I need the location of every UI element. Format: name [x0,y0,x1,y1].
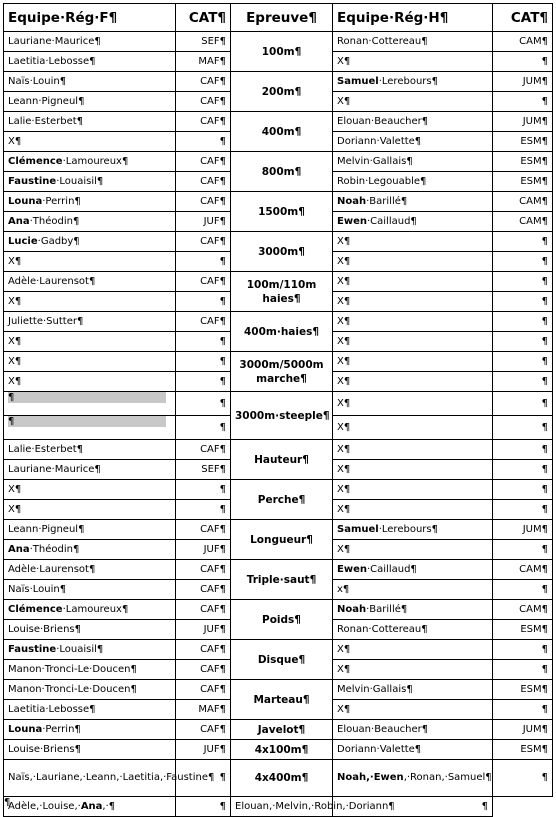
cat-h-cell: ESM¶ [493,680,553,700]
team-f-cell [4,700,176,720]
team-f-cell [4,460,176,480]
h-name-text: X¶ [337,295,351,307]
h-name-text: X¶ [337,543,351,555]
team-f-cell [4,392,176,416]
team-h-cell [333,600,493,620]
team-h-cell [333,520,493,540]
f-name-bold: Faustine [8,175,57,187]
team-h-cell [333,740,493,760]
f-name-text: Manon·Tronci-Le·Doucen¶ [8,663,137,675]
event-cell: 100m/110m haies¶ [231,272,333,312]
team-f-cell [4,740,176,760]
cat-h-cell: ¶ [493,760,553,797]
f-name-text: ·Gadby¶ [37,235,80,247]
cat-h-cell: JUM¶ [493,720,553,740]
team-h-cell [333,92,493,112]
team-h-cell [333,392,493,416]
cat-h-cell: ¶ [493,700,553,720]
team-f-cell [4,720,176,740]
f-name-bold: Ana [8,543,30,555]
team-f-cell [4,560,176,580]
team-f-cell [4,620,176,640]
team-f-cell [4,580,176,600]
f-name-text: Juliette·Sutter¶ [8,315,84,327]
team-h-cell [333,500,493,520]
cat-h-cell: ¶ [493,480,553,500]
team-h-cell [333,480,493,500]
team-h-cell [333,312,493,332]
f-name-text: X¶ [8,355,22,367]
f-name-text: ¶ [8,416,15,427]
cat-f-cell: CAF¶ [176,232,231,252]
h-name-text: Elouan·Beaucher¶ [337,723,429,735]
team-h-cell [333,660,493,680]
cat-f-cell: CAF¶ [176,680,231,700]
h-name-bold: Noah [337,603,367,615]
h-name-text: X¶ [337,443,351,455]
highlight-placeholder [8,392,166,403]
cat-f-cell: SEF¶ [176,460,231,480]
team-f-cell [4,660,176,680]
f-name-text: X¶ [8,255,22,267]
h-name-text: X¶ [337,375,351,387]
f-name-text: X¶ [8,135,22,147]
h-name-text: ·Lerebours¶ [378,523,438,535]
h-name-text: ·Caillaud¶ [366,215,417,227]
table-row [4,352,553,372]
team-f-cell [4,252,176,272]
f-name-text: Naïs,·Lauriane,·Leann,·Laetitia,·Faustine¶ [8,772,215,783]
table-row [4,152,553,172]
h-name-text: Ronan·Cottereau¶ [337,35,428,47]
table-row [4,560,553,580]
event-cell: Javelot¶ [231,720,333,740]
team-h-cell [333,52,493,72]
h-name-text: Ronan·Cottereau¶ [337,623,428,635]
f-name-text: Lalie·Esterbet¶ [8,115,84,127]
f-name-text: Lauriane·Maurice¶ [8,463,101,475]
cat-f-cell: ¶ [176,252,231,272]
cat-h-cell: ESM¶ [493,172,553,192]
f-name-text: ·Théodin¶ [29,215,80,227]
table-row [4,480,553,500]
f-name-text: Laetitia·Lebosse¶ [8,703,96,715]
h-name-text: Elouan,·Melvin,·Robin,·Doriann¶ [235,800,395,812]
h-name-text: ·Barillé¶ [366,195,408,207]
cat-h-cell: ¶ [493,440,553,460]
table-row [4,640,553,660]
cat-h-cell: ¶ [493,540,553,560]
team-h-cell [333,760,493,797]
team-f-cell [4,32,176,52]
h-name-text: Doriann·Valette¶ [337,743,422,755]
cat-h-cell: ¶ [493,640,553,660]
event-cell: 4x100m¶ [231,740,333,760]
event-cell: 3000m·steeple¶ [231,392,333,440]
team-f-cell [4,52,176,72]
team-f-cell [4,797,176,817]
f-name-text: X¶ [8,295,22,307]
cat-h-cell: ¶ [333,797,493,817]
cat-f-cell: ¶ [176,797,231,817]
h-name-bold: Noah [337,195,367,207]
f-name-text: X¶ [8,503,22,515]
event-cell: 100m¶ [231,32,333,72]
table-row [4,72,553,92]
f-name-bold: Lucie [8,235,38,247]
team-h-cell [333,372,493,392]
cat-f-cell: CAF¶ [176,720,231,740]
table-row [4,740,553,760]
f-name-bold: Louna [8,723,43,735]
cat-h-cell: ¶ [493,312,553,332]
cat-h-cell: CAM¶ [493,32,553,52]
f-name-text: Laetitia·Lebosse¶ [8,55,96,67]
f-name-bold: Louna [8,195,43,207]
h-name-bold: Samuel [337,75,379,87]
cat-f-cell: CAF¶ [176,312,231,332]
h-name-text: Melvin·Gallais¶ [337,155,413,167]
f-name-text: Lauriane·Maurice¶ [8,35,101,47]
f-name-bold: Clémence [8,155,63,167]
team-h-cell [333,132,493,152]
h-name-bold: Samuel [337,523,379,535]
table-row [4,232,553,252]
table-row [4,520,553,540]
table-body [4,32,553,817]
team-f-cell [4,600,176,620]
h-name-text: X¶ [337,315,351,327]
cat-h-cell: ESM¶ [493,152,553,172]
cat-f-cell: CAF¶ [176,560,231,580]
table-row [4,600,553,620]
cat-f-cell: ¶ [176,480,231,500]
f-name-text: Louise·Briens¶ [8,743,81,755]
h-name-text: X¶ [337,397,351,409]
f-name-text: Adèle·Laurensot¶ [8,275,96,287]
cat-h-cell: ESM¶ [493,740,553,760]
event-cell: Perche¶ [231,480,333,520]
cat-h-cell: CAM¶ [493,192,553,212]
team-h-cell [231,797,395,817]
table-row [4,392,553,416]
f-name-text: ·Lamoureux¶ [62,155,129,167]
f-name-text: X¶ [8,483,22,495]
cat-f-cell: ¶ [176,372,231,392]
event-cell: Triple·saut¶ [231,560,333,600]
f-name-text: ·Perrin¶ [42,195,81,207]
table-row [4,112,553,132]
cat-h-cell: ¶ [493,460,553,480]
f-name-text: Adèle,·Louise,· [8,800,81,812]
f-name-text: Lalie·Esterbet¶ [8,443,84,455]
team-h-cell [333,112,493,132]
cat-h-cell: ¶ [493,416,553,440]
team-f-cell [4,540,176,560]
cat-f-cell: JUF¶ [176,540,231,560]
table-row [4,192,553,212]
team-f-cell [4,480,176,500]
team-h-cell [333,560,493,580]
h-name-text: ·Barillé¶ [366,603,408,615]
team-h-cell [333,332,493,352]
team-f-cell [4,92,176,112]
team-h-cell [333,440,493,460]
f-name-text: X¶ [8,375,22,387]
event-cell: 3000m¶ [231,232,333,272]
cat-h-cell: ¶ [493,292,553,312]
h-name-bold: Ewen [337,215,367,227]
team-f-cell [4,760,215,797]
cat-h-cell: JUM¶ [493,520,553,540]
table-row [4,760,553,797]
team-h-cell [333,152,493,172]
f-name-text: Naïs·Louin¶ [8,75,67,87]
h-name-text: Elouan·Beaucher¶ [337,115,429,127]
team-f-cell [4,112,176,132]
team-h-cell [333,72,493,92]
table-row [4,797,553,817]
team-h-cell [333,720,493,740]
h-name-text: X¶ [337,483,351,495]
cat-h-cell: ¶ [493,252,553,272]
f-name-bold: Faustine [8,643,57,655]
team-f-cell [4,72,176,92]
cat-h-cell: ESM¶ [493,620,553,640]
cat-h-cell: JUM¶ [493,72,553,92]
h-name-text: X¶ [337,503,351,515]
f-name-text: ·Louaisil¶ [56,175,104,187]
f-name-text: X¶ [8,335,22,347]
cat-h-cell: ¶ [493,332,553,352]
f-name-text: Leann·Pigneul¶ [8,95,85,107]
cat-f-cell: ¶ [176,416,231,440]
f-name-text: ·Théodin¶ [29,543,80,555]
f-name-text: Louise·Briens¶ [8,623,81,635]
team-h-cell [333,680,493,700]
h-name-text: X¶ [337,275,351,287]
cat-h-cell: ¶ [493,352,553,372]
team-h-cell [333,620,493,640]
cat-h-cell: CAM¶ [493,212,553,232]
event-cell: 4x400m¶ [231,760,333,797]
f-name-bold: Ana [80,800,103,812]
team-f-cell [4,312,176,332]
f-name-text: Adèle·Laurensot¶ [8,563,96,575]
f-name-text: ·Louaisil¶ [56,643,104,655]
team-f-cell [4,500,176,520]
cat-f-cell: ¶ [176,500,231,520]
table-row [4,440,553,460]
highlight-placeholder [8,416,166,427]
h-name-text: Melvin·Gallais¶ [337,683,413,695]
cat-f-cell: CAF¶ [176,440,231,460]
h-name-text: X¶ [337,643,351,655]
team-f-cell [4,192,176,212]
h-name-text: ,·Ronan,·Samuel¶ [403,772,492,783]
cat-f-cell: ¶ [176,332,231,352]
header-team-h: Equipe·Rég·H¶ [333,4,493,32]
table-row [4,680,553,700]
team-h-cell [333,212,493,232]
team-f-cell [4,132,176,152]
team-f-cell [4,272,176,292]
cat-f-cell: ¶ [176,352,231,372]
team-f-cell [4,520,176,540]
event-cell: 400m·haies¶ [231,312,333,352]
event-cell: 3000m/5000m marche¶ [231,352,333,392]
cat-f-cell: CAF¶ [176,580,231,600]
h-name-text: Robin·Legouable¶ [337,175,427,187]
cat-f-cell: CAF¶ [176,272,231,292]
team-h-cell [333,252,493,272]
h-name-text: Doriann·Valette¶ [337,135,422,147]
team-f-cell [4,332,176,352]
cat-f-cell: CAF¶ [176,72,231,92]
team-f-cell [4,372,176,392]
cat-f-cell: ¶ [176,292,231,312]
team-f-cell [4,680,176,700]
f-name-text: Naïs·Louin¶ [8,583,67,595]
h-name-text: X¶ [337,255,351,267]
team-h-cell [333,192,493,212]
team-h-cell [333,172,493,192]
team-h-cell [333,460,493,480]
relay-team-table [3,3,553,817]
cat-f-cell: CAF¶ [176,152,231,172]
event-cell: 400m¶ [231,112,333,152]
cat-h-cell: ¶ [493,372,553,392]
cat-f-cell: ¶ [176,392,231,416]
team-h-cell [333,32,493,52]
cat-f-cell: CAF¶ [176,640,231,660]
event-cell: Disque¶ [231,640,333,680]
cat-f-cell: MAF¶ [176,700,231,720]
header-cat-f: CAT¶ [176,4,231,32]
event-cell: 800m¶ [231,152,333,192]
h-name-text: X¶ [337,55,351,67]
cat-f-cell: MAF¶ [176,52,231,72]
f-name-text: Leann·Pigneul¶ [8,523,85,535]
team-h-cell [333,272,493,292]
header-row [4,4,553,32]
cat-h-cell: CAM¶ [493,600,553,620]
h-name-bold: Noah,·Ewen [337,772,404,783]
header-event: Epreuve¶ [231,4,333,32]
team-f-cell [4,172,176,192]
team-h-cell [333,416,493,440]
team-h-cell [333,580,493,600]
cat-f-cell: CAF¶ [176,192,231,212]
h-name-text: X¶ [337,463,351,475]
event-cell: Hauteur¶ [231,440,333,480]
h-name-text: ·Caillaud¶ [366,563,417,575]
team-f-cell [4,640,176,660]
h-name-text: ·Lerebours¶ [378,75,438,87]
cat-f-cell: JUF¶ [176,620,231,640]
h-name-text: x¶ [337,583,350,595]
team-h-cell [333,292,493,312]
cat-h-cell: ¶ [493,272,553,292]
cat-f-cell: CAF¶ [176,112,231,132]
team-f-cell [4,232,176,252]
event-cell: 1500m¶ [231,192,333,232]
header-team-f: Equipe·Rég·F¶ [4,4,176,32]
cat-f-cell: SEF¶ [176,32,231,52]
cat-f-cell: ¶ [176,760,231,797]
cat-h-cell: ¶ [493,232,553,252]
h-name-text: X¶ [337,235,351,247]
team-h-cell [333,540,493,560]
h-name-text: X¶ [337,95,351,107]
event-cell: Longueur¶ [231,520,333,560]
h-name-text: X¶ [337,703,351,715]
cat-h-cell: ESM¶ [493,132,553,152]
cat-f-cell: CAF¶ [176,520,231,540]
cat-h-cell: ¶ [493,660,553,680]
team-h-cell [333,640,493,660]
h-name-text: X¶ [337,421,351,433]
table-row [4,312,553,332]
cat-f-cell: CAF¶ [176,600,231,620]
cat-f-cell: CAF¶ [176,92,231,112]
table-row [4,720,553,740]
team-f-cell [4,212,176,232]
f-name-text: ·Lamoureux¶ [62,603,129,615]
table-row [4,32,553,52]
cat-h-cell: CAM¶ [493,560,553,580]
team-h-cell [333,232,493,252]
cat-f-cell: JUF¶ [176,212,231,232]
team-f-cell [4,416,176,440]
h-name-text: X¶ [337,335,351,347]
event-cell: Marteau¶ [231,680,333,720]
team-f-cell [4,352,176,372]
cat-h-cell: ¶ [493,392,553,416]
team-h-cell [333,352,493,372]
cat-h-cell: ¶ [493,580,553,600]
cat-h-cell: JUM¶ [493,112,553,132]
cat-h-cell: ¶ [493,52,553,72]
header-cat-h: CAT¶ [493,4,553,32]
cat-f-cell: CAF¶ [176,172,231,192]
f-name-text: ,·¶ [102,800,116,812]
h-name-text: X¶ [337,355,351,367]
f-name-text: ¶ [8,392,15,403]
table-row [4,272,553,292]
team-h-cell [333,700,493,720]
f-name-text: Manon·Tronci-Le·Doucen¶ [8,683,137,695]
cat-f-cell: ¶ [176,132,231,152]
team-f-cell [4,292,176,312]
cat-h-cell: ¶ [493,500,553,520]
team-f-cell [4,152,176,172]
f-name-bold: Clémence [8,603,63,615]
f-name-text: ·Perrin¶ [42,723,81,735]
trailing-paragraph-mark: ¶ [4,797,11,808]
cat-f-cell: CAF¶ [176,660,231,680]
event-cell: 200m¶ [231,72,333,112]
h-name-text: X¶ [337,663,351,675]
cat-f-cell: JUF¶ [176,740,231,760]
cat-h-cell: ¶ [493,92,553,112]
f-name-bold: Ana [8,215,30,227]
team-f-cell [4,440,176,460]
event-cell: Poids¶ [231,600,333,640]
h-name-bold: Ewen [337,563,367,575]
